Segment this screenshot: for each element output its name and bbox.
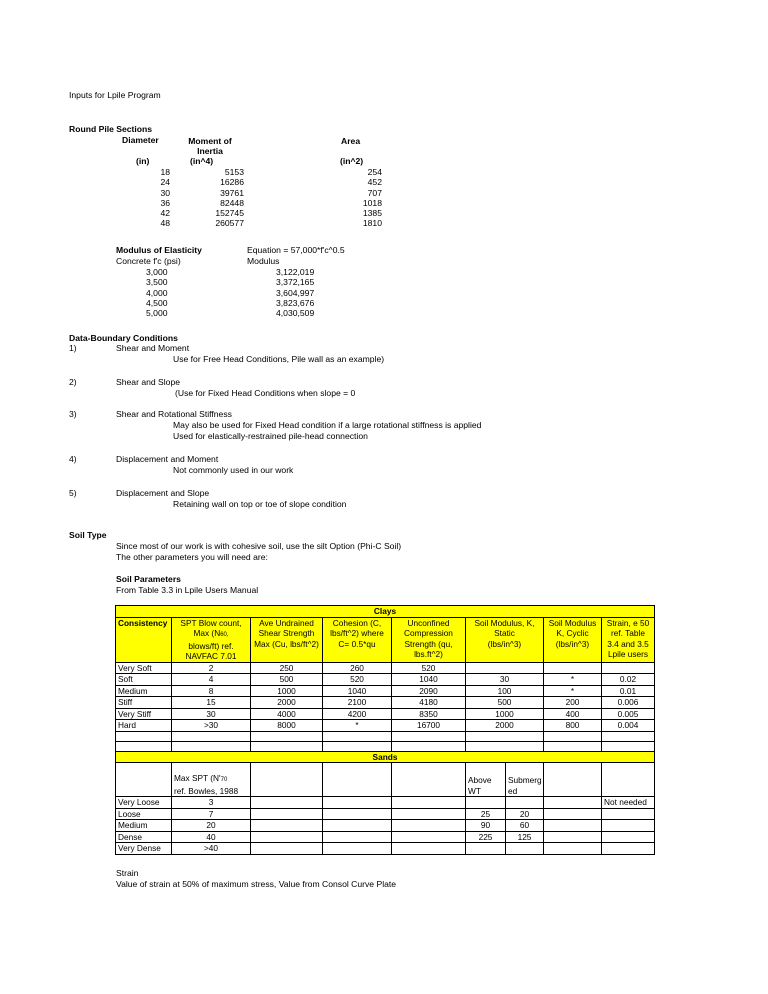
clay-ks: 1000 — [466, 708, 544, 720]
boundary-num: 1) — [69, 343, 77, 353]
area-value: 452 — [367, 177, 382, 188]
clay-c: 2100 — [323, 697, 392, 709]
boundary-num: 5) — [69, 488, 77, 498]
clay-e — [602, 662, 655, 674]
strain-note-title: Strain — [116, 868, 139, 878]
soil-params-ref: From Table 3.3 in Lpile Users Manual — [116, 585, 259, 595]
clay-name: Very Soft — [116, 662, 172, 674]
boundary-title: Displacement and Slope — [116, 488, 210, 498]
moment-unit: (in^4) — [190, 156, 214, 166]
modulus-equation: Equation = 57,000*f'c^0.5 — [247, 245, 345, 255]
table-row — [116, 808, 655, 820]
strain-header: Strain, e 50 ref. Table 3.4 and 3.5 Lpile users — [602, 617, 655, 662]
table-row — [116, 708, 655, 720]
clays-title: Clays — [116, 606, 655, 618]
area-unit: (in^2) — [340, 156, 364, 166]
boundary-num: 3) — [69, 409, 77, 419]
area-label: Area — [341, 136, 361, 146]
table-row — [116, 685, 655, 697]
sand-above: 225 — [466, 831, 506, 843]
sand-spt: 40 — [172, 831, 251, 843]
clay-cu: 8000 — [251, 720, 323, 732]
boundary-title: Displacement and Moment — [116, 454, 219, 464]
area-value: 1018 — [362, 197, 382, 208]
moment-label-2: Inertia — [197, 146, 223, 156]
boundary-desc: Use for Free Head Conditions, Pile wall as an example) — [173, 354, 385, 364]
moment-value: 16286 — [220, 177, 244, 188]
boundary-desc: Not commonly used in our work — [173, 465, 294, 475]
table-row — [116, 797, 655, 809]
fc-label: Concrete f'c (psi) — [116, 256, 181, 266]
clay-ks: 100 — [466, 685, 544, 697]
area-value: 707 — [367, 187, 382, 198]
clay-c: 260 — [323, 662, 392, 674]
consistency-header: Consistency — [116, 617, 172, 662]
clay-spt: >30 — [172, 720, 251, 732]
diameter-value: 48 — [160, 218, 170, 229]
clay-qu: 4180 — [392, 697, 466, 709]
boundary-desc: May also be used for Fixed Head condition if a large rotational stiffness is applied — [173, 420, 482, 430]
modulus-value: 3,372,165 — [276, 277, 315, 288]
boundary-num: 4) — [69, 454, 77, 464]
clay-spt: 15 — [172, 697, 251, 709]
diameter-label: Diameter — [122, 135, 159, 145]
sands-spt-header: Max SPT (N'70 ref. Bowles, 1988 — [172, 763, 251, 797]
clay-kc: * — [544, 674, 602, 686]
clay-kc: 800 — [544, 720, 602, 732]
diameter-value: 30 — [160, 187, 170, 198]
sand-sub — [506, 797, 544, 809]
fc-value: 3,500 — [146, 277, 168, 288]
empty-row — [116, 741, 655, 751]
clay-kc — [544, 662, 602, 674]
clay-kc: 200 — [544, 697, 602, 709]
modulus-value: 3,122,019 — [276, 267, 315, 277]
clay-qu: 1040 — [392, 674, 466, 686]
clay-spt: 30 — [172, 708, 251, 720]
boundary-num: 2) — [69, 377, 77, 387]
modulus-column — [276, 267, 336, 318]
sands-header-row — [116, 763, 655, 797]
table-row — [116, 662, 655, 674]
undrained-header: Ave Undrained Shear Strength Max (Cu, lbs/ft^2) — [251, 617, 323, 662]
unconfined-header: Unconfined Compression Strength (qu, lbs.ft^2) — [392, 617, 466, 662]
clay-name: Hard — [116, 720, 172, 732]
empty-row — [116, 731, 655, 741]
table-row — [116, 674, 655, 686]
soil-line-2: The other parameters you will need are: — [116, 552, 268, 562]
clay-name: Soft — [116, 674, 172, 686]
clays-title-row — [116, 606, 655, 618]
sand-spt: 3 — [172, 797, 251, 809]
clay-qu: 16700 — [392, 720, 466, 732]
sand-above — [466, 843, 506, 855]
diameter-value: 36 — [160, 197, 170, 208]
sand-name: Medium — [116, 820, 172, 832]
boundary-title: Shear and Slope — [116, 377, 181, 387]
diameter-value: 24 — [160, 177, 170, 188]
soil-parameters-table — [115, 605, 655, 855]
clay-kc: 400 — [544, 708, 602, 720]
sand-above: 90 — [466, 820, 506, 832]
sand-sub: 125 — [506, 831, 544, 843]
table-row — [116, 820, 655, 832]
clay-qu: 8350 — [392, 708, 466, 720]
clay-ks: 2000 — [466, 720, 544, 732]
clay-e: 0.005 — [602, 708, 655, 720]
table-row — [116, 697, 655, 709]
not-needed-label: Not needed — [602, 797, 655, 809]
clay-qu: 520 — [392, 662, 466, 674]
fc-column — [146, 267, 196, 318]
boundary-title: Shear and Moment — [116, 343, 190, 353]
modulus-heading: Modulus of Elasticity — [116, 245, 202, 255]
clay-cu: 500 — [251, 674, 323, 686]
boundary-title: Shear and Rotational Stiffness — [116, 409, 232, 419]
diameter-value: 18 — [160, 167, 170, 177]
diameter-unit: (in) — [136, 156, 150, 166]
fc-value: 4,500 — [146, 297, 168, 308]
clay-spt: 2 — [172, 662, 251, 674]
sand-sub — [506, 843, 544, 855]
sand-sub: 60 — [506, 820, 544, 832]
modulus-value: 3,604,997 — [276, 287, 315, 298]
page-title: Inputs for Lpile Program — [69, 90, 161, 100]
clays-header-row — [116, 617, 655, 662]
sands-title-row — [116, 751, 655, 763]
moment-value: 152745 — [215, 208, 244, 219]
clay-e: 0.004 — [602, 720, 655, 732]
cohesion-header: Cohesion (C, lbs/ft^2) where C= 0.5*qu — [323, 617, 392, 662]
diameter-value: 42 — [160, 208, 170, 219]
clay-e: 0.01 — [602, 685, 655, 697]
modulus-value: 3,823,676 — [276, 297, 315, 308]
moment-value: 39761 — [220, 187, 244, 198]
boundary-heading: Data-Boundary Conditions — [69, 333, 178, 343]
clay-c: 1040 — [323, 685, 392, 697]
static-modulus-header: Soil Modulus, K, Static (lbs/in^3) — [466, 617, 544, 662]
clay-name: Medium — [116, 685, 172, 697]
clay-ks: 30 — [466, 674, 544, 686]
clay-ks: 500 — [466, 697, 544, 709]
clay-cu: 2000 — [251, 697, 323, 709]
boundary-desc: (Use for Fixed Head Conditions when slope = 0 — [175, 388, 356, 398]
sand-spt: 7 — [172, 808, 251, 820]
sand-name: Very Loose — [116, 797, 172, 809]
sand-name: Very Dense — [116, 843, 172, 855]
area-value: 254 — [367, 167, 382, 177]
table-row — [116, 843, 655, 855]
area-column — [330, 167, 382, 229]
moment-value: 260577 — [215, 218, 244, 229]
moment-label-1: Moment of — [188, 136, 232, 146]
moment-column — [190, 167, 244, 229]
clay-c: 4200 — [323, 708, 392, 720]
clay-spt: 8 — [172, 685, 251, 697]
area-value: 1810 — [362, 218, 382, 229]
table-row — [116, 720, 655, 732]
cyclic-modulus-header: Soil Modulus K, Cyclic (lbs/in^3) — [544, 617, 602, 662]
clay-c: 520 — [323, 674, 392, 686]
sand-spt: 20 — [172, 820, 251, 832]
sands-title: Sands — [116, 751, 655, 763]
sand-above: 25 — [466, 808, 506, 820]
clay-c: * — [323, 720, 392, 732]
moment-value: 5153 — [224, 167, 244, 177]
round-section-heading: Round Pile Sections — [69, 124, 153, 134]
clay-cu: 4000 — [251, 708, 323, 720]
table-row — [116, 831, 655, 843]
clay-cu: 250 — [251, 662, 323, 674]
area-value: 1385 — [362, 208, 382, 219]
modulus-label: Modulus — [247, 256, 280, 266]
soil-line-1: Since most of our work is with cohesive soil, use the silt Option (Phi-C Soil) — [116, 541, 402, 551]
clay-name: Very Stiff — [116, 708, 172, 720]
strain-note-text: Value of strain at 50% of maximum stress, Value from Consol Curve Plate — [116, 879, 397, 889]
soil-params-heading: Soil Parameters — [116, 574, 181, 584]
spt-header: SPT Blow count, Max (N60, blows/ft) ref. NAVFAC 7.01 — [172, 617, 251, 662]
sand-spt: >40 — [172, 843, 251, 855]
moment-value: 82448 — [220, 197, 244, 208]
clay-spt: 4 — [172, 674, 251, 686]
soil-heading: Soil Type — [69, 530, 107, 540]
clay-e: 0.02 — [602, 674, 655, 686]
submerged-header: Submerg ed — [506, 763, 544, 797]
sand-name: Loose — [116, 808, 172, 820]
fc-value: 3,000 — [146, 267, 168, 277]
sand-above — [466, 797, 506, 809]
clay-kc: * — [544, 685, 602, 697]
fc-value: 4,000 — [146, 287, 168, 298]
boundary-desc: Used for elastically-restrained pile-head connection — [173, 431, 368, 441]
boundary-desc: Retaining wall on top or toe of slope condition — [173, 499, 347, 509]
sand-sub: 20 — [506, 808, 544, 820]
modulus-value: 4,030,509 — [276, 308, 315, 319]
sand-name: Dense — [116, 831, 172, 843]
clay-qu: 2090 — [392, 685, 466, 697]
fc-value: 5,000 — [146, 308, 168, 319]
clay-e: 0.006 — [602, 697, 655, 709]
diameter-column — [120, 167, 170, 229]
clay-cu: 1000 — [251, 685, 323, 697]
clay-name: Stiff — [116, 697, 172, 709]
above-wt-header: Above WT — [466, 763, 506, 797]
clay-ks — [466, 662, 544, 674]
